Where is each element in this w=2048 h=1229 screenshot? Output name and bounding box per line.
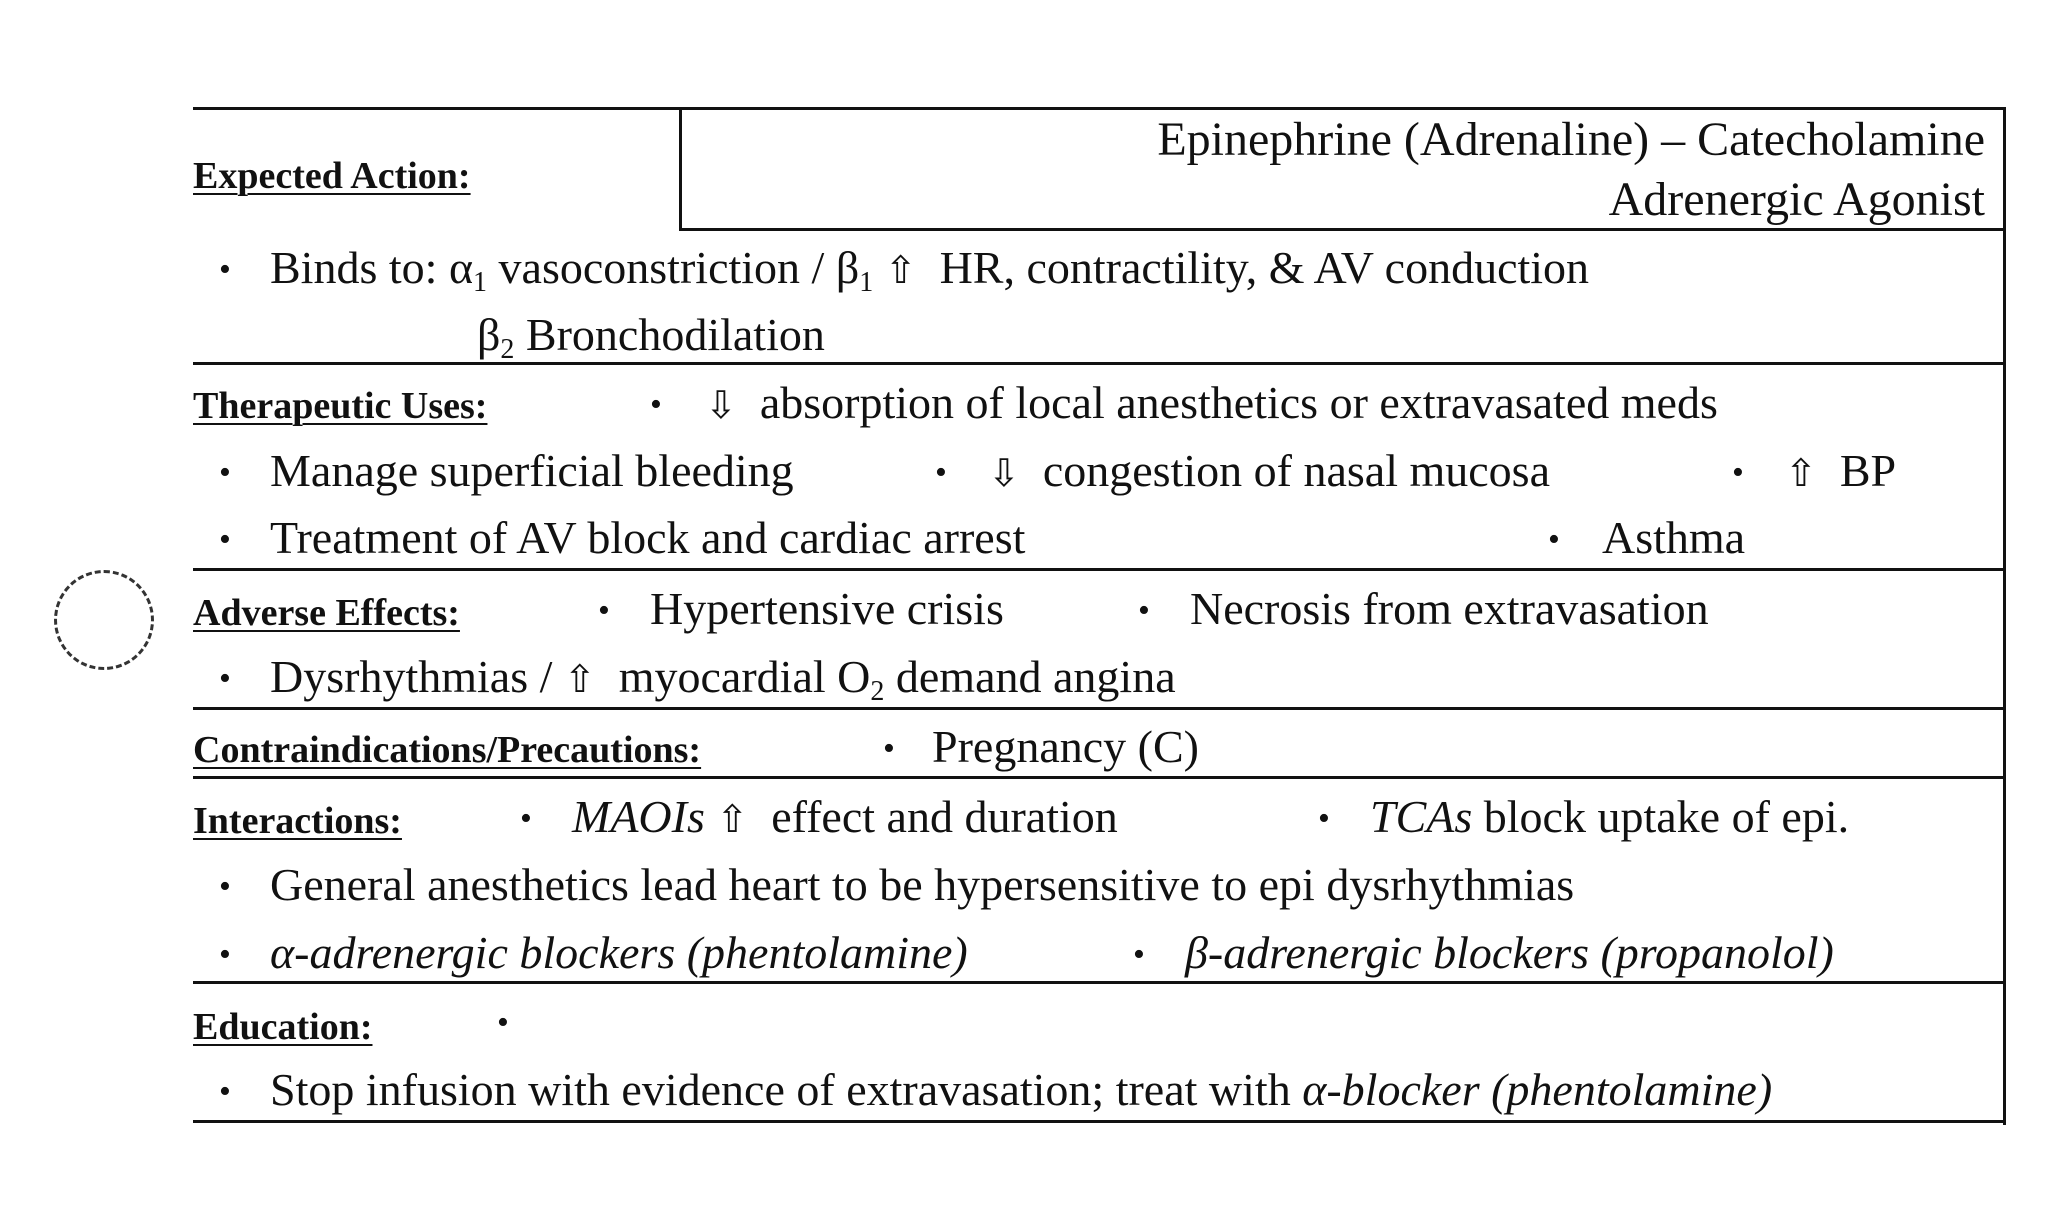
contra-pregnancy: Pregnancy (C) (932, 721, 1199, 772)
therapeutic-bleeding: Manage superficial bleeding (270, 445, 794, 496)
stop-prefix: Stop infusion with evidence of extravasation; treat with (270, 1064, 1303, 1115)
dysrhythmias-a: Dysrhythmias / (270, 651, 564, 702)
beta-symbol: β (477, 309, 501, 360)
bullet: • (1548, 521, 1560, 558)
rule-right (2003, 107, 2006, 1125)
up-arrow-icon: ⇧ (716, 797, 749, 841)
bullet: • (1732, 454, 1744, 491)
tcas-text: TCAs (1370, 791, 1473, 842)
interaction-maois (572, 791, 1118, 842)
beta1-effect: HR, contractility, & AV conduction (939, 242, 1590, 293)
rule-after-contra (193, 776, 2006, 779)
binds-to-line (270, 242, 1590, 298)
rule-after-therapeutic (193, 568, 2006, 571)
rule-after-adverse (193, 707, 2006, 710)
header-education: Education: (193, 1006, 373, 1048)
down-arrow-icon: ⇩ (705, 383, 737, 427)
up-arrow-icon: ⇧ (563, 657, 596, 701)
adverse-dysrhythmias (270, 651, 1176, 707)
therapeutic-bp (1785, 445, 1897, 496)
therapeutic-asthma: Asthma (1602, 512, 1746, 563)
general-b: lead heart to be hypersensitive to epi (640, 859, 1327, 910)
header-contraindications: Contraindications/Precautions: (193, 729, 702, 771)
interaction-tcas (1370, 791, 1850, 842)
congestion-text: congestion of nasal mucosa (1042, 445, 1550, 496)
header-adverse-effects: Adverse Effects: (193, 592, 460, 634)
dysrhythmias-d: angina (1053, 651, 1176, 702)
header-interactions: Interactions: (193, 800, 402, 842)
bullet: • (1318, 800, 1330, 837)
dysrhythmias-b: myocardial O (618, 651, 871, 702)
beta-subscript: 1 (859, 267, 874, 298)
bullet: • (598, 592, 610, 629)
beta2-effect: Bronchodilation (525, 309, 825, 360)
therapeutic-congestion (988, 445, 1550, 496)
bullet: • (497, 1004, 509, 1041)
rule-top (193, 107, 2006, 110)
down-arrow-icon: ⇩ (988, 451, 1020, 495)
beta-subscript: 2 (500, 334, 515, 365)
maois-text: MAOIs (572, 791, 705, 842)
beta-symbol: β (835, 242, 860, 293)
up-arrow-icon: ⇧ (1785, 451, 1817, 495)
bp-text: BP (1839, 445, 1897, 496)
rule-bottom (193, 1120, 2006, 1123)
o2-subscript: 2 (870, 676, 885, 707)
alpha-effect: vasoconstriction / (498, 242, 836, 293)
alpha-symbol: α (448, 242, 474, 293)
interaction-beta-blockers: β-adrenergic blockers (propanolol) (1185, 927, 1834, 978)
absorption-text: absorption of local anesthetics or extravasated meds (759, 377, 1718, 428)
beta2-line (477, 309, 825, 365)
education-stop-infusion (270, 1064, 1773, 1115)
rule-title-bottom (680, 228, 2006, 231)
bullet: • (219, 454, 231, 491)
bullet: • (520, 800, 532, 837)
stop-italic: α-blocker (phentolamine) (1302, 1064, 1773, 1115)
bullet: • (650, 386, 662, 423)
dysrhythmias-c: demand (884, 651, 1053, 702)
header-therapeutic-uses: Therapeutic Uses: (193, 385, 488, 427)
rule-after-expected (193, 362, 2006, 365)
bullet: • (883, 730, 895, 767)
rule-title-left (679, 107, 682, 231)
bullet: • (219, 251, 231, 288)
rule-after-interactions (193, 981, 2006, 984)
general-c: dysrhythmias (1326, 859, 1575, 910)
bullet: • (219, 868, 231, 905)
adverse-hypertensive: Hypertensive crisis (650, 583, 1004, 634)
general-a: General anesthetics (270, 859, 641, 910)
bullet: • (219, 1073, 231, 1110)
bullet: • (935, 454, 947, 491)
therapeutic-absorption (705, 377, 1718, 428)
adverse-necrosis: Necrosis from extravasation (1190, 583, 1709, 634)
bullet: • (1138, 592, 1150, 629)
header-expected-action: Expected Action: (193, 155, 471, 197)
bullet: • (219, 521, 231, 558)
up-arrow-icon: ⇧ (884, 248, 917, 292)
bullet: • (219, 660, 231, 697)
drug-title-line1: Epinephrine (Adrenaline) – Catecholamine (1157, 113, 1985, 166)
interaction-general (270, 859, 1575, 910)
alpha-subscript: 1 (473, 267, 488, 298)
binds-to-prefix: Binds to: (270, 242, 449, 293)
interaction-alpha-blockers: α-adrenergic blockers (phentolamine) (270, 927, 968, 978)
therapeutic-av-block: Treatment of AV block and cardiac arrest (270, 512, 1026, 563)
drug-title-line2: Adrenergic Agonist (1608, 173, 1985, 226)
bullet: • (219, 936, 231, 973)
bullet: • (1133, 936, 1145, 973)
tcas-effect: block uptake of epi. (1472, 791, 1850, 842)
maois-effect: effect and duration (771, 791, 1118, 842)
dashed-circle-marker (54, 570, 154, 670)
